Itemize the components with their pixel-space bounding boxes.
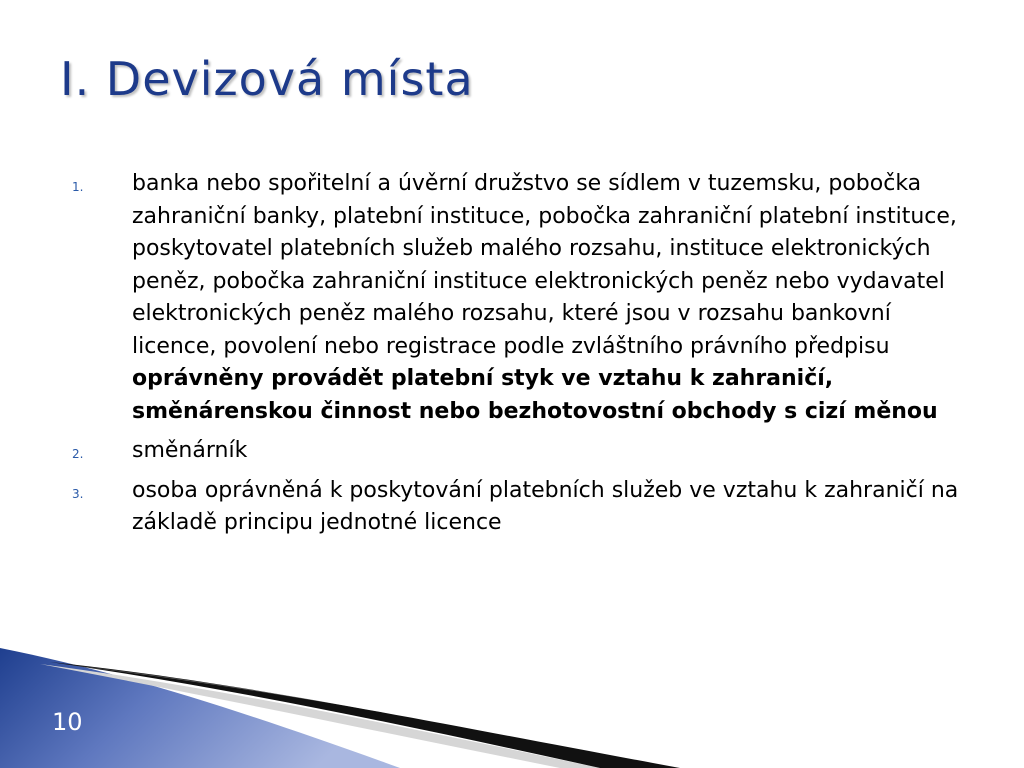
numbered-list <box>72 168 972 547</box>
list-item-1-plain: banka nebo spořitelní a úvěrní družstvo se sídlem v tuzemsku, pobočka zahraniční banky, platební instituce, pobočka zahraniční platební instituce, poskytovatel platebních služeb malého rozsahu, instituce elektronických peněz, pobočka zahraniční instituce elektronických peněz nebo vydavatel elektronických peněz malého rozsahu, které jsou v rozsahu bankovní licence, povolení nebo registrace podle zvláštního právního předpisu <box>132 171 957 359</box>
list-item-2 <box>72 435 972 468</box>
list-marker-3: 3. <box>72 486 84 501</box>
list-item-1-bold: oprávněny provádět platební styk ve vztahu k zahraničí, směnárenskou činnost nebo bezhotovostní obchody s cizí měnou <box>132 366 938 424</box>
list-item-1 <box>72 168 972 428</box>
list-item-3-text: osoba oprávněná k poskytování platebních služeb ve vztahu k zahraničí na základě principu jednotné licence <box>132 477 959 535</box>
list-item-3 <box>72 475 972 540</box>
footer-decoration <box>0 630 1024 768</box>
slide-title: I. Devizová místa <box>60 52 474 106</box>
list-item-2-text: směnárník <box>132 438 248 463</box>
list-item-1-text <box>132 171 957 424</box>
page-number: 10 <box>52 708 83 736</box>
list-marker-1: 1. <box>72 180 84 194</box>
list-marker-2: 2. <box>72 447 84 461</box>
